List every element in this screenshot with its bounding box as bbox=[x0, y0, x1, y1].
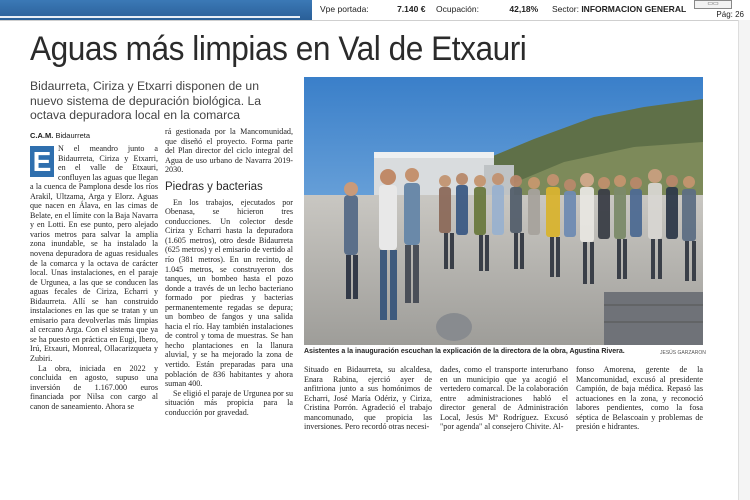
byline-author: C.A.M. bbox=[30, 131, 54, 140]
photo-credit: JESÚS GARZARON bbox=[660, 350, 706, 356]
drop-cap: E bbox=[30, 146, 54, 177]
article-photo bbox=[304, 77, 703, 345]
article-subtitle: Bidaurreta, Ciriza y Etxarri disponen de un nuevo sistema de depuración biológica. La octava depuradora local en la comarca bbox=[30, 79, 262, 122]
sector-label: Sector: bbox=[552, 4, 579, 14]
column-1 bbox=[30, 144, 158, 494]
column-4 bbox=[440, 365, 568, 495]
col4-paragraph-1: dades, como el transporte interurbano en un municipio que ya acogió el vertedero comarcal. De la colaboración entre administraciones habló el director general de Administración Local, Jesús Mª Rodríguez. Excusó "por agenda" al consejero Chivite. Al- bbox=[440, 365, 568, 432]
col3-paragraph-1: Situado en Bidaurreta, su alcaldesa, Enara Rabina, ejerció ayer de anfitriona junto a sus homónimos de Echarri, José María Odériz, y Ciriza, Cristina Porrón. Agradeció el trabajo mancomunado, que propicia las inversiones. Pero recordó otras necesi- bbox=[304, 365, 432, 432]
col1-paragraph-2: La obra, iniciada en 2022 y concluida en agosto, supuso una inversión de 1.167.000 euros financiada por Nilsa con cargo al canon de saneamiento. Ahora se bbox=[30, 363, 158, 411]
byline-place: Bidaurreta bbox=[55, 131, 91, 140]
col1-paragraph-1: N el meandro junto a Bidaurreta, Ciriza y Etxarri, en el valle de Etxauri, confluyen las aguas que llegan a la cuenca de Pamplona desde los ríos Arakil, Ultzama, Arga y Elorz. Aguas que nacen en Álava, en las cimas de Belate, en el límite con la Baja Navarra y en Lotti. En ese punto, pero alejado varios metros para salvar la amplia zona inundable, se ha instalado la novena depuradora de aguas residuales de la comarca y la octava de carácter local. Unas instalaciones, en el paraje de Urgunea, a las que se conducen las aguas fecales de Ciriza, Echarri y Bidaurreta. Allí se han construido instalaciones en las que se tratan y un emisario para devolverlas más limpias al cercano Arga. Con el sistema que ya se ha puesto en práctica en Eugi, Ibero, Irú, Etxauri, Monreal, Ollacarizqueta y Zubiri. bbox=[30, 144, 158, 364]
vpe-label: Vpe portada: bbox=[320, 4, 369, 14]
photo-caption bbox=[304, 348, 659, 355]
col2-paragraph-2: En los trabajos, ejecutados por Obenasa, se hicieron tres conducciones. Un colector desde Ciriza y Echarri hasta la depuradora (1.605 metros), otro desde Bidaurreta (625 metros) y el emisario de vertido al río (381 metros). En un recinto, de 1.045 metros, se construyeron dos tanques, un bombeo hasta el pozo donde a través de un lecho bacteriano formado por piedras y bacterias permanentemente regadas se depura; un bombeo de fangos y una salida hacia el río. Hay también instalaciones de control y toma de muestras. Se han hecho plantaciones en la llanura aluvial, y se ha mejorado la zona de vertido. Están preparadas para una población de 836 habitantes y ahora suman 400. bbox=[165, 197, 293, 389]
vertical-scrollbar[interactable] bbox=[738, 20, 750, 500]
page-number: Pág: 26 bbox=[716, 10, 744, 19]
sector-field bbox=[552, 4, 686, 14]
top-meta-bar bbox=[0, 0, 750, 20]
ocupacion-field bbox=[436, 4, 538, 14]
photo-illustration bbox=[304, 77, 703, 345]
column-5 bbox=[576, 365, 703, 495]
vpe-field bbox=[320, 4, 425, 14]
banner-divider bbox=[0, 16, 300, 18]
vpe-value: 7.140 € bbox=[397, 4, 426, 14]
toolbar-icon[interactable]: ▭▭ bbox=[694, 0, 732, 9]
ocupacion-value: 42,18% bbox=[509, 4, 539, 14]
column-2 bbox=[165, 127, 293, 494]
top-divider bbox=[0, 20, 750, 21]
column-3 bbox=[304, 365, 432, 495]
article-headline: Aguas más limpias en Val de Etxauri bbox=[30, 30, 527, 68]
publication-banner bbox=[0, 0, 312, 20]
caption-text: Asistentes a la inauguración escuchan la explicación de la directora de la obra, Agustina Rivera. bbox=[304, 348, 625, 355]
sector-value: INFORMACION GENERAL bbox=[581, 4, 687, 14]
section-heading: Piedras y bacterias bbox=[165, 180, 263, 193]
col2-paragraph-3: Se eligió el paraje de Urgunea por su situación más propicia para la conducción por gravedad. bbox=[165, 388, 293, 417]
ocupacion-label: Ocupación: bbox=[436, 4, 479, 14]
byline bbox=[30, 131, 90, 140]
col2-paragraph-1: rá gestionada por la Mancomunidad, que diseñó el proyecto. Forma parte del Plan director del ciclo integral del Agua de uso urbano de Navarra 2019-2030. bbox=[165, 127, 293, 175]
col5-paragraph-1: fonso Amorena, gerente de la Mancomunidad, excusó al presidente Campión, de baja médica. Repasó las actuaciones en la zona, y reconoció labores pendientes, como la fosa séptica de Belascoain y problemas de presión e hidrantes. bbox=[576, 365, 703, 432]
